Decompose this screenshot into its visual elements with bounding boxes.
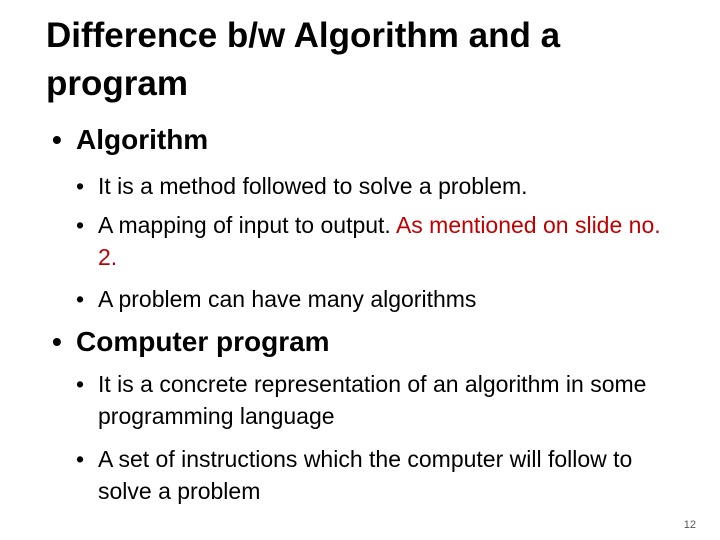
bullet-icon: • [52,124,62,155]
list-item-text: A mapping of input to output. [98,212,391,238]
bullet-icon: • [76,286,85,312]
list-item-text: It is a concrete representation of an algorithm in some programming language [98,371,647,429]
list-item-program-2 [76,443,686,507]
list-item-content [98,209,686,273]
section-heading-algorithm [52,124,208,156]
list-item-program-1 [76,368,686,432]
section-heading-label: Computer program [76,326,330,357]
bullet-icon: • [76,212,85,238]
list-item-text: It is a method followed to solve a problem. [98,173,528,199]
list-item-algorithm-1 [76,170,686,202]
section-heading-label: Algorithm [76,124,209,155]
bullet-icon: • [76,371,85,397]
slide-title: Difference b/w Algorithm and a program [46,16,561,103]
list-item-text: A set of instructions which the computer will follow to solve a problem [98,446,633,504]
list-item-text: A problem can have many algorithms [98,286,477,312]
bullet-icon: • [76,173,85,199]
bullet-icon: • [52,326,62,357]
page-number: 12 [683,519,696,531]
list-item-algorithm-3 [76,283,686,315]
list-item-note: As mentioned on slide no. 2. [98,212,661,270]
section-heading-computer-program [52,326,330,358]
list-item-algorithm-2 [76,209,686,273]
bullet-icon: • [76,446,85,472]
